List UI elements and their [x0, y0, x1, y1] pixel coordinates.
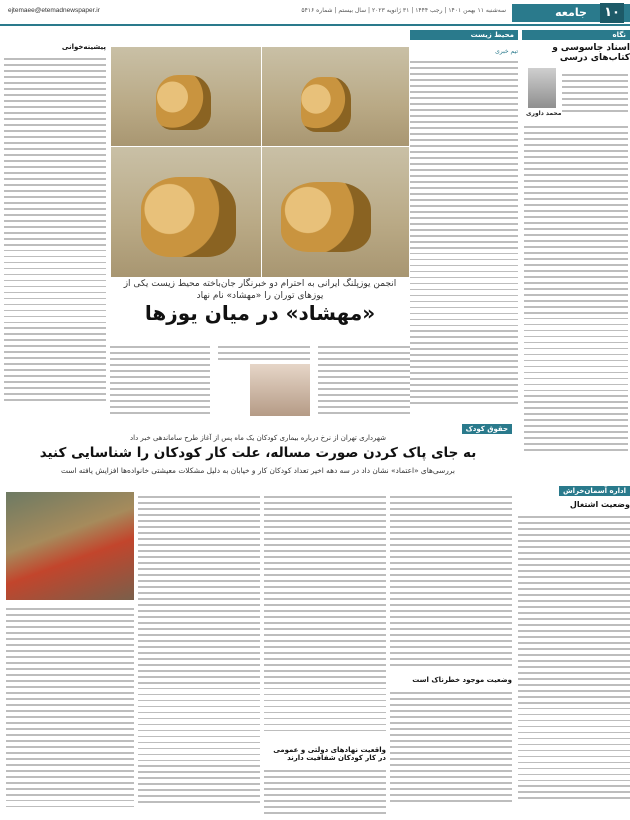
cheetah-photo-3 — [260, 146, 410, 278]
environment-tag-wrap — [410, 30, 518, 46]
kids-section-tag: حقوق کودک — [462, 424, 512, 434]
sidebar-bottom-body — [518, 512, 630, 812]
kids-col-2-body — [138, 492, 260, 814]
cheetah-figure — [141, 177, 236, 257]
cheetah-lower-col-1 — [318, 342, 410, 418]
street-children-photo — [6, 492, 134, 600]
kids-col-3 — [264, 492, 386, 816]
cheetah-story-kicker: تیم خبری — [495, 48, 518, 55]
kids-section-header — [4, 424, 512, 490]
cheetah-caption: انجمن یوزپلنگ ایرانی به احترام دو خبرنگار جان‌باخته محیط زیست یکی از یوزهای توران را «مهشاد» نام نهاد — [123, 279, 397, 301]
page-header — [0, 0, 630, 26]
kids-col-4-body-2 — [390, 688, 512, 808]
cheetah-lower-col-3 — [110, 342, 210, 418]
author-photo — [528, 68, 556, 108]
left-column-headline: پیشینه‌خوانی — [61, 43, 106, 51]
right-column-tag: نگاه — [522, 30, 630, 40]
sidebar-bottom — [518, 478, 630, 818]
kids-section-subtitle: بررسی‌های «اعتماد» نشان داد در سه دهه اخیر تعداد کودکان کار و خیابان به دلیل مشکلات معیشتی خانواده‌ها افزایش یافته است — [61, 466, 455, 475]
kids-col-4-body — [390, 492, 512, 672]
kids-col-left — [6, 604, 134, 816]
cheetah-lower-columns — [110, 342, 410, 420]
cheetah-headline-block — [110, 278, 410, 340]
right-column — [522, 30, 630, 475]
page-number: ۱۰ — [600, 3, 624, 23]
journalists-photo — [250, 364, 310, 416]
cheetah-story-body — [410, 57, 518, 417]
kids-subhead-1: وضعیت موجود خطرناک است — [412, 676, 512, 684]
kids-col-3-body — [264, 492, 386, 742]
right-column-body — [524, 122, 628, 472]
cheetah-photo-2 — [110, 46, 262, 148]
environment-tag: محیط زیست — [410, 30, 518, 40]
kids-col-3-body-2 — [264, 766, 386, 816]
sidebar-bottom-tag: اداره آسمان‌خراش — [559, 486, 630, 496]
dateline: سه‌شنبه ۱۱ بهمن ۱۴۰۱ | رجب ۱۴۴۴ | ۳۱ ژانویه ۲۰۲۳ | سال بیستم | شماره ۵۴۱۶ — [301, 7, 506, 14]
cheetah-figure — [301, 77, 351, 132]
right-column-headline: اسناد جاسوسی و کتاب‌های درسی — [552, 43, 630, 63]
kids-section-kicker: شهرداری تهران از نرخ درباره بیماری کودکان یک ماه پس از آغاز طرح ساماندهی خبر داد — [130, 434, 386, 442]
kids-section-title: به جای پاک کردن صورت مساله، علت کار کودکان را شناسایی کنید — [39, 445, 477, 461]
cheetah-photo-1 — [260, 46, 410, 148]
kids-col-2 — [138, 492, 260, 816]
cheetah-figure — [156, 75, 211, 130]
left-column-body — [4, 54, 106, 419]
section-name: جامعه — [555, 6, 587, 19]
header-rule — [0, 24, 630, 26]
kids-col-4 — [390, 492, 512, 816]
cheetah-lower-col-2 — [218, 342, 310, 362]
cheetah-photo-grid — [110, 46, 410, 276]
kids-col-left-body — [6, 604, 134, 814]
cheetah-photo-4 — [110, 146, 262, 278]
cheetah-figure — [281, 182, 371, 252]
cheetah-story-column — [410, 46, 518, 421]
kids-subhead-2: واقعیت نهادهای دولتی و عمومی در کار کودکان شفافیت دارند — [273, 746, 386, 762]
section-email: ejtemaee@etemadnewspaper.ir — [8, 7, 100, 14]
sidebar-bottom-headline: وضعیت اشتغال — [569, 500, 630, 509]
right-column-intro — [562, 70, 628, 116]
author-name: محمد داوری — [526, 110, 562, 117]
cheetah-title: «مهشاد» در میان یوزها — [144, 301, 376, 325]
left-column — [4, 40, 106, 420]
